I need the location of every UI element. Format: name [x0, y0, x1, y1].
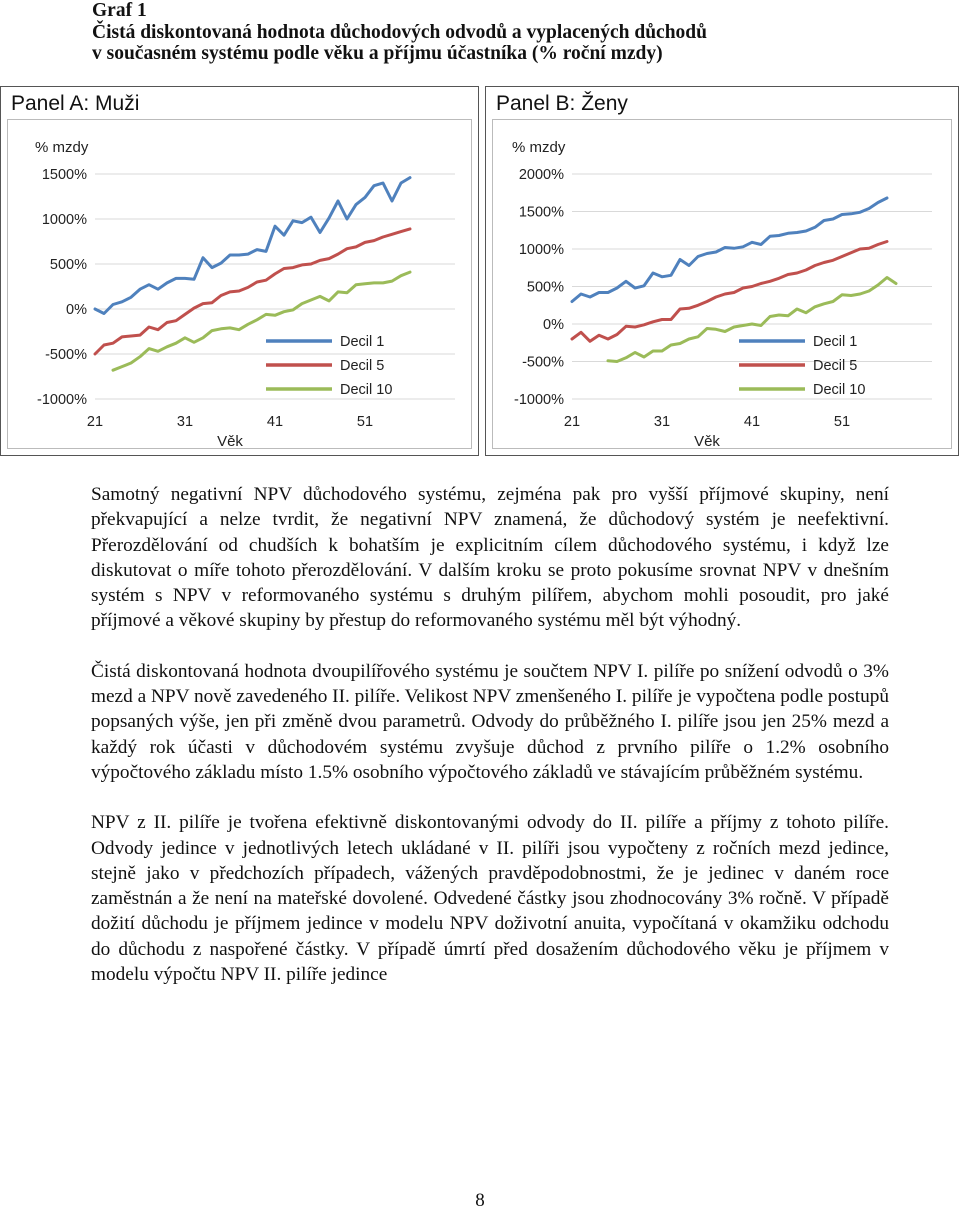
panel-a-title: Panel A: Muži — [11, 92, 140, 115]
x-tick-label: 21 — [86, 414, 104, 430]
figure-title-line-2: v současném systému podle věku a příjmu účastníka (% roční mzdy) — [92, 43, 663, 64]
series-line-decil-1 — [572, 198, 887, 302]
y-tick-label: 1000% — [41, 212, 87, 228]
x-tick-label: 21 — [563, 414, 581, 430]
y-tick-label: 1000% — [518, 242, 564, 258]
series-line-decil-1 — [95, 178, 410, 314]
y-tick-label: 0% — [66, 302, 87, 318]
legend-label: Decil 10 — [813, 382, 866, 398]
legend-label: Decil 1 — [340, 334, 385, 350]
x-tick-label: 31 — [653, 414, 671, 430]
y-tick-label: -500% — [45, 347, 87, 363]
y-tick-label: 1500% — [41, 167, 87, 183]
y-tick-label: -1000% — [514, 392, 564, 408]
panel-b — [485, 86, 959, 456]
panel-b-chart-frame — [492, 119, 952, 449]
legend-label: Decil 5 — [813, 358, 858, 374]
legend-label: Decil 1 — [813, 334, 858, 350]
figure-title-line-1: Čistá diskontovaná hodnota důchodových odvodů a vyplacených důchodů — [92, 21, 707, 43]
x-axis-label: Věk — [217, 433, 243, 450]
legend-label: Decil 5 — [340, 358, 385, 374]
y-tick-label: 0% — [543, 317, 564, 333]
panel-a-chart-frame — [7, 119, 472, 449]
y-tick-label: 500% — [49, 257, 87, 273]
x-tick-label: 51 — [356, 414, 374, 430]
y-axis-label: % mzdy — [512, 139, 566, 156]
y-axis-label: % mzdy — [35, 139, 89, 156]
page-number: 8 — [475, 1190, 485, 1211]
y-tick-label: 500% — [526, 279, 564, 296]
x-tick-label: 31 — [176, 414, 194, 430]
paragraph-2: Čistá diskontovaná hodnota dvoupilířového systému je součtem NPV I. pilíře po snížení odvodů o 3% mezd a NPV nově zavedeného II. pilíře. Velikost NPV zmenšeného I. pilíře je vypočtena podle postupů popsaných výše, jen při změně dvou parametrů. Odvody do průběžného I. pilíře jsou jen 25% mezd a každý rok účasti v důchodovém systému zvyšuje důchod z prvního pilíře o 1.2% osobního výpočtového základu místo 1.5% osobního výpočtového základů ve stávajícím průběžném systému. — [91, 660, 889, 783]
x-tick-label: 51 — [833, 414, 851, 430]
legend-label: Decil 10 — [340, 382, 393, 398]
y-tick-label: -500% — [522, 354, 564, 371]
chart-men — [8, 120, 473, 450]
paragraph-3: NPV z II. pilíře je tvořena efektivně diskontovanými odvody do II. pilíře a příjmy z tohoto pilíře. Odvody jedince v jednotlivých letech ukládané v II. pilíři jsou vypočteny z ročních mezd jedince, stejně jako v předchozích případech, vážených pravděpodobnostmi, že je jedinec v daném roce zaměstnán a že není na mateřské dovolené. Odvedené částky jsou zhodnocovány 3% ročně. V případě dožití důchodu je příjmem jedince v modelu NPV doživotní anuita, vypočítaná v okamžiku odchodu do důchodu z naspořené částky. V případě úmrtí před dosažením důchodového věku je příjmem v modelu výpočtu NPV II. pilíře jedince — [91, 812, 889, 986]
x-tick-label: 41 — [743, 414, 761, 430]
x-tick-label: 41 — [266, 414, 284, 430]
panel-a — [0, 86, 479, 456]
paragraph-1: Samotný negativní NPV důchodového systému, zejména pak pro vyšší příjmové skupiny, není překvapující a nelze tvrdit, že negativní NPV znamená, že důchodový systém je neefektivní. Přerozdělování od chudších k bohatším je explicitním cílem důchodového systému, i když lze diskutovat o míře tohoto přerozdělování. V dalším kroku se proto pokusíme srovnat NPV v dnešním systém s NPV v reformovaného systému s druhým pilířem, abychom mohli posoudit, pro jaké příjmové a věkové skupiny by přestup do reformovaného systému měl být výhodný. — [91, 484, 889, 632]
y-tick-label: -1000% — [37, 392, 87, 408]
y-tick-label: 2000% — [518, 167, 564, 183]
y-tick-label: 1500% — [518, 204, 564, 221]
panel-b-title: Panel B: Ženy — [496, 92, 628, 115]
body-text — [91, 482, 889, 987]
figure-title — [92, 0, 912, 65]
figure-label: Graf 1 — [92, 0, 147, 21]
x-axis-label: Věk — [694, 433, 720, 450]
chart-women — [493, 120, 953, 450]
series-line-decil-5 — [572, 242, 887, 342]
series-line-decil-10 — [113, 272, 410, 370]
